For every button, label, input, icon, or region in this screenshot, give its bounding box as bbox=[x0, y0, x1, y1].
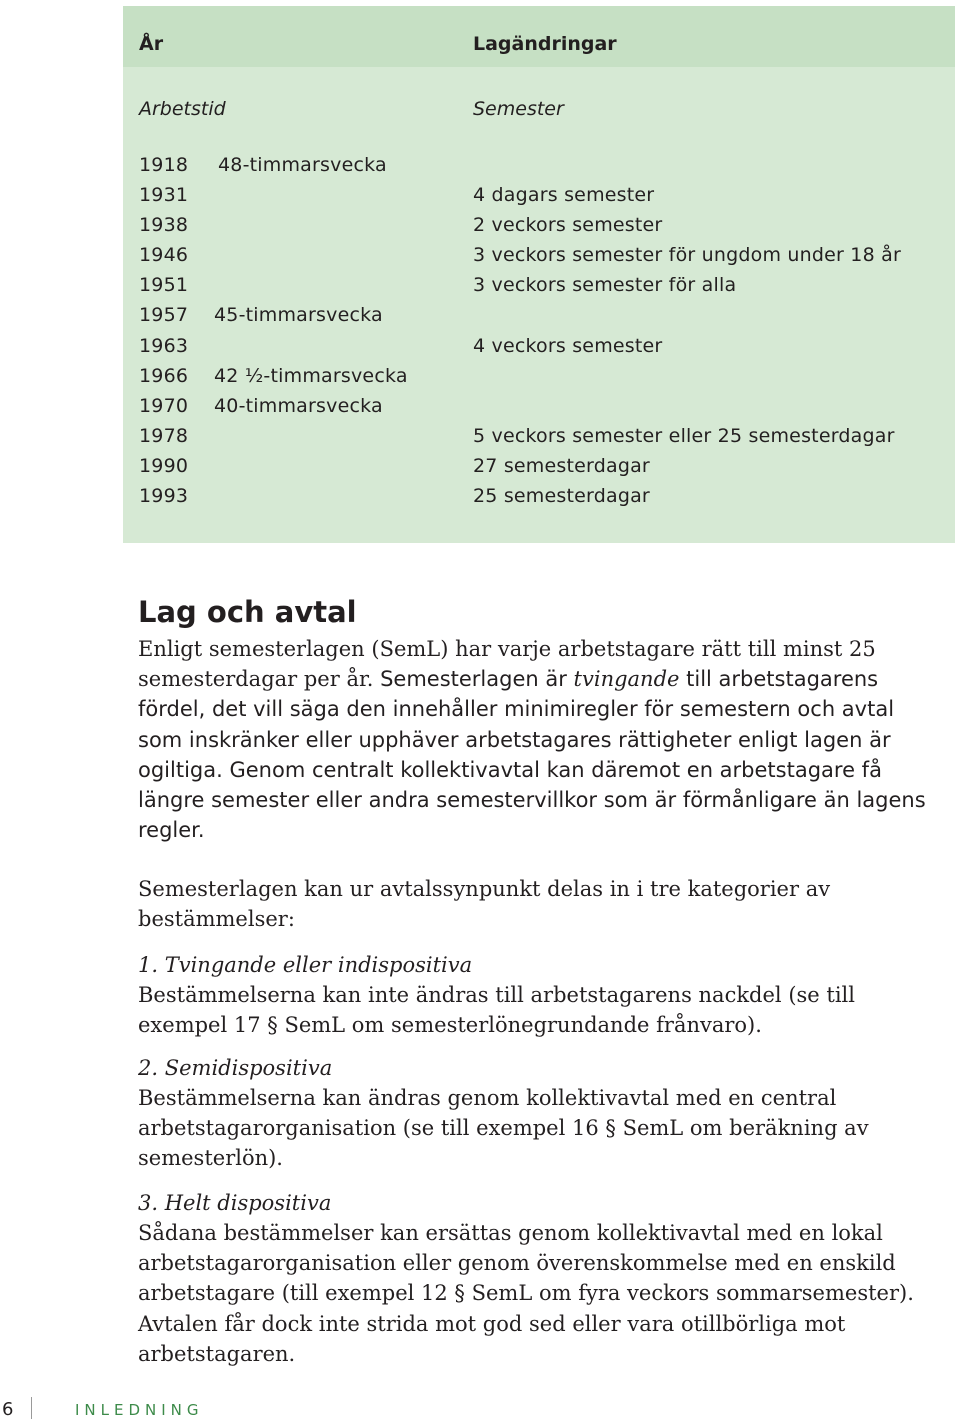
table-row bbox=[123, 365, 955, 395]
row-worktime: 40-timmarsvecka bbox=[214, 395, 383, 417]
law-changes-table bbox=[123, 6, 955, 543]
row-vacation: 3 veckors semester för ungdom under 18 år bbox=[473, 244, 901, 266]
table-row bbox=[123, 214, 955, 244]
category-3-title: 3. Helt dispositiva bbox=[138, 1191, 332, 1215]
row-vacation: 5 veckors semester eller 25 semesterdagar bbox=[473, 425, 895, 447]
row-vacation: 4 veckors semester bbox=[473, 335, 663, 357]
row-vacation: 25 semesterdagar bbox=[473, 485, 650, 507]
table-row bbox=[123, 425, 955, 455]
categories-intro: Semesterlagen kan ur avtalssynpunkt delas in i tre kategorier av bestämmelser: bbox=[138, 877, 831, 932]
row-year: 1990 bbox=[139, 455, 189, 477]
row-year: 1993 bbox=[139, 485, 189, 507]
table-row bbox=[123, 244, 955, 274]
table-row bbox=[123, 335, 955, 365]
table-row bbox=[123, 304, 955, 334]
chapter-label: INLEDNING bbox=[75, 1401, 204, 1419]
table-row bbox=[123, 395, 955, 425]
column-header-changes: Lagändringar bbox=[473, 33, 617, 55]
row-year: 1951 bbox=[139, 274, 189, 296]
row-year: 1966 bbox=[139, 365, 189, 387]
row-vacation: 3 veckors semester för alla bbox=[473, 274, 737, 296]
row-year: 1938 bbox=[139, 214, 189, 236]
table-row bbox=[123, 184, 955, 214]
page-number: 6 bbox=[2, 1399, 14, 1420]
row-year: 1957 bbox=[139, 304, 189, 326]
row-worktime: 48-timmarsvecka bbox=[218, 154, 387, 176]
column-header-year: År bbox=[139, 33, 164, 55]
category-1-title: 1. Tvingande eller indispositiva bbox=[138, 953, 473, 977]
row-year: 1963 bbox=[139, 335, 189, 357]
row-year: 1970 bbox=[139, 395, 189, 417]
table-row bbox=[123, 485, 955, 515]
category-2-title: 2. Semidispositiva bbox=[138, 1056, 333, 1080]
row-vacation: 2 veckors semester bbox=[473, 214, 663, 236]
table-row bbox=[123, 154, 955, 184]
intro-paragraph bbox=[138, 634, 938, 845]
row-worktime: 42 ½-timmarsvecka bbox=[214, 365, 408, 387]
intro-text-a: Enligt semesterlagen (SemL) har varje arbetstagare rätt till minst 25 semesterdagar per år. bbox=[138, 637, 876, 692]
row-worktime: 45-timmarsvecka bbox=[214, 304, 383, 326]
row-year: 1918 bbox=[139, 154, 189, 176]
category-1-body: Bestämmelserna kan inte ändras till arbetstagarens nackdel (se till exempel 17 § SemL om semesterlönegrundande frånvaro). bbox=[138, 983, 855, 1038]
subheader-vacation: Semester bbox=[473, 98, 564, 120]
category-3-body: Sådana bestämmelser kan ersättas genom kollektivavtal med en lokal arbetstagarorganisation eller genom överenskommelse med en enskild arbetstagare (till exempel 12 § SemL om fyra veckors sommarsemester). Avtalen får dock inte strida mot god sed eller vara otillbörliga mot arbetstagaren. bbox=[138, 1221, 914, 1366]
table-row bbox=[123, 274, 955, 304]
table-row bbox=[123, 455, 955, 485]
table-header bbox=[123, 6, 955, 67]
section-title: Lag och avtal bbox=[138, 595, 357, 629]
emphasis-tvingande: tvingande bbox=[573, 667, 680, 692]
row-vacation: 27 semesterdagar bbox=[473, 455, 650, 477]
intro-text-b: Semesterlagen är bbox=[380, 667, 574, 692]
row-vacation: 4 dagars semester bbox=[473, 184, 655, 206]
footer-divider bbox=[31, 1397, 32, 1419]
subheader-worktime: Arbetstid bbox=[139, 98, 226, 120]
row-year: 1978 bbox=[139, 425, 189, 447]
category-2-body: Bestämmelserna kan ändras genom kollektivavtal med en central arbetstagarorganisation (se till exempel 16 § SemL om beräkning av semesterlön). bbox=[138, 1086, 869, 1171]
row-year: 1946 bbox=[139, 244, 189, 266]
intro-text-c: till arbetstagarens fördel, det vill säga den innehåller minimiregler för semestern och avtal som inskränker eller upphäver arbetstagares rättigheter enligt lagen är ogiltiga. Genom centralt kollektivavtal kan däremot en arbetstagare få längre semester eller andra semestervillkor som är förmånligare än lagens regler. bbox=[138, 667, 926, 843]
row-year: 1931 bbox=[139, 184, 189, 206]
